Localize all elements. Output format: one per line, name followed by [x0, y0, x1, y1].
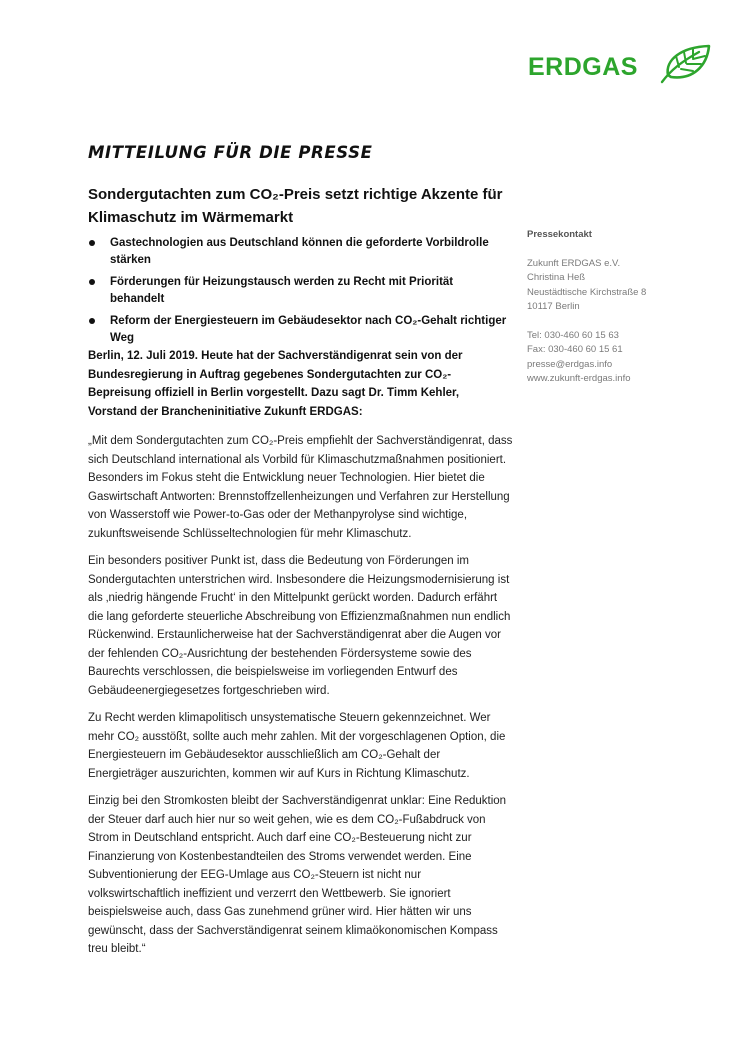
- bullet-item: [88, 313, 508, 347]
- body-paragraph: Einzig bei den Stromkosten bleibt der Sachverständigenrat unklar: Eine Reduktion der Steuer darf auch hier nur so weit gehen, wie es dem CO₂-Fußabdruck von Strom in Deutschland entspricht. Auch darf eine CO₂-Besteuerung nicht zur Finanzierung von Kostenbestandteilen des Stroms verwendet werden. Eine Subventionierung der EEG-Umlage aus CO₂-Steuern ist nicht nur volkswirtschaftlich ineffizient und verzerrt den Wettbewerb. Sie ignoriert beispielsweise auch, dass Gas zunehmend grüner wird. Hier hätten wir uns gewünscht, dass der Sachverständigenrat seinem klimaökonomischen Kompass treu bleibt.“: [88, 795, 507, 955]
- logo-wordmark: ERDGAS: [528, 53, 638, 81]
- contact-details: [527, 329, 727, 387]
- contact-email[interactable]: presse@erdgas.info: [527, 358, 613, 370]
- headline: [88, 183, 508, 229]
- bullet-text: Gastechnologien aus Deutschland können die geforderte Vorbildrolle stärken: [110, 237, 489, 266]
- contact-address: [527, 257, 727, 315]
- contact-organization: Zukunft ERDGAS e.V.: [527, 257, 621, 269]
- contact-street: Neustädtische Kirchstraße 8: [527, 286, 647, 298]
- bullet-dot-icon: [89, 240, 95, 246]
- bullet-item: [88, 274, 508, 308]
- bullet-dot-icon: [89, 318, 95, 324]
- lead-paragraph: Berlin, 12. Juli 2019. Heute hat der Sachverständigenrat sein von der Bundesregierung in Auftrag gegebenes Sondergutachten zur CO₂-Bepreisung offiziell in Berlin vorgestellt. Dazu sagt Dr. Timm Kehler, Vorstand der Brancheninitiative Zukunft ERDGAS:: [88, 350, 463, 418]
- bullet-item: [88, 235, 508, 269]
- bullet-dot-icon: [89, 279, 95, 285]
- bullet-text: Reform der Energiesteuern im Gebäudesektor nach CO₂-Gehalt richtiger Weg: [110, 315, 507, 344]
- erdgas-logo: [528, 44, 712, 86]
- press-contact-title: Pressekontakt: [527, 229, 592, 240]
- contact-fax: Fax: 030-460 60 15 61: [527, 344, 623, 355]
- contact-website[interactable]: www.zukunft-erdgas.info: [527, 373, 631, 384]
- press-release-heading: MITTEILUNG FÜR DIE PRESSE: [88, 143, 373, 162]
- body-paragraph: „Mit dem Sondergutachten zum CO₂-Preis empfiehlt der Sachverständigenrat, dass sich Deutschland international als Vorbild für Klimaschutzmaßnahmen positioniert. Besonders im Fokus steht die Entwicklung neuer Technologien. Hier bietet die Gaswirtschaft Antworten: Brennstoffzellenheizungen und Verfahren zur Herstellung von Wasserstoff wie Power-to-Gas oder der Methanpyrolyse sind wichtige, zukunftsweisende Schlüsseltechnologien für mehr Klimaschutz.: [88, 435, 513, 540]
- body-paragraph: Ein besonders positiver Punkt ist, dass die Bedeutung von Förderungen im Sondergutachten unterstrichen wird. Insbesondere die Heizungsmodernisierung ist als ‚niedrig hängende Frucht‘ in den Mittelpunkt gerückt worden. Dadurch erfährt die lang geforderte steuerliche Abschreibung von Effizienzmaßnahmen nun endlich Rückenwind. Erstaunlicherweise hat der Sachverständigenrat aber die Augen vor der fehlenden CO₂-Ausrichtung der bestehenden Fördersysteme sowie des Baurechts verschlossen, die beispielsweise im vorliegenden Entwurf des Gebäudeenergiegesetzes fortgeschrieben wird.: [88, 555, 511, 697]
- contact-phone: Tel: 030-460 60 15 63: [527, 329, 619, 341]
- contact-city: 10117 Berlin: [527, 301, 580, 312]
- body-paragraph: Zu Recht werden klimapolitisch unsystematische Steuern gekennzeichnet. Wer mehr CO₂ ausstößt, sollte auch mehr zahlen. Mit der vorgeschlagenen Option, die Energiesteuern im Gebäudesektor ausschließlich am CO₂-Gehalt der Energieträger auszurichten, kommen wir auf Kurs in Richtung Klimaschutz.: [88, 712, 506, 780]
- press-contact: [527, 228, 727, 401]
- contact-person: Christina Heß: [527, 272, 586, 283]
- bullet-text: Förderungen für Heizungstausch werden zu Recht mit Priorität behandelt: [110, 276, 454, 305]
- bullet-list: [88, 235, 508, 352]
- headline-text: Sondergutachten zum CO₂-Preis setzt richtige Akzente für Klimaschutz im Wärmemarkt: [88, 186, 503, 226]
- leaf-icon: [659, 44, 711, 84]
